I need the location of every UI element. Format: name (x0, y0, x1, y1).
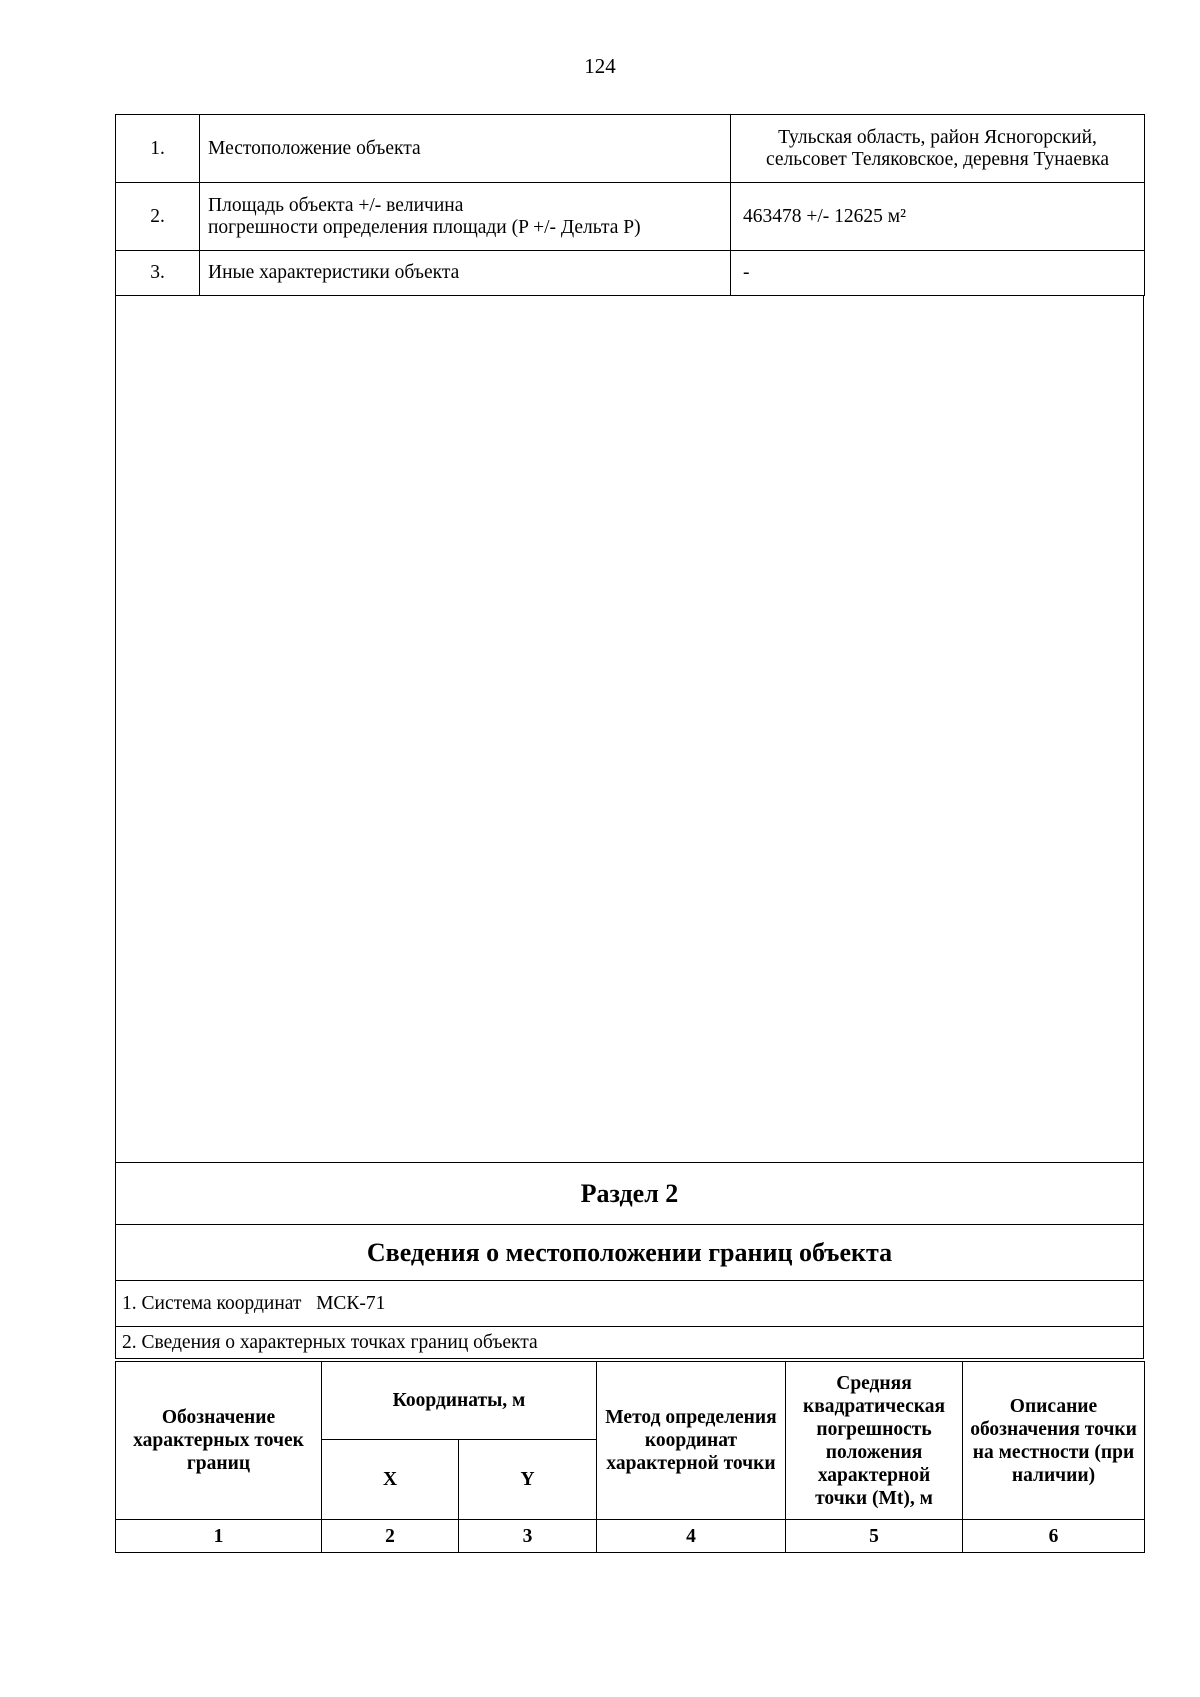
row-number: 2. (116, 183, 200, 251)
object-info-table (115, 114, 1145, 296)
area-label (200, 183, 731, 251)
location-value-line: Тульская область, район Ясногорский, (778, 126, 1097, 148)
column-number: 1 (116, 1520, 322, 1553)
info-row-location (116, 115, 1145, 183)
header-designation: Обозначение характерных точек границ (116, 1362, 322, 1520)
scheme-area (115, 295, 1144, 1163)
column-number: 5 (786, 1520, 963, 1553)
column-number: 3 (459, 1520, 597, 1553)
column-number: 4 (597, 1520, 786, 1553)
characteristic-points-table (115, 1361, 1145, 1553)
section-2-block (115, 1162, 1144, 1359)
coordinate-system-value: МСК-71 (316, 1292, 386, 1314)
coordinate-system-label: 1. Система координат (122, 1292, 302, 1314)
header-y: Y (459, 1440, 597, 1520)
row-number: 3. (116, 251, 200, 296)
location-value-line: сельсовет Теляковское, деревня Тунаевка (765, 148, 1110, 170)
location-label: Местоположение объекта (200, 115, 731, 183)
column-number: 2 (322, 1520, 459, 1553)
section-subtitle: Сведения о местоположении границ объекта (116, 1225, 1144, 1281)
location-value (731, 115, 1145, 183)
other-characteristics-label: Иные характеристики объекта (200, 251, 731, 296)
info-row-area (116, 183, 1145, 251)
header-error: Средняя квадратическая погрешность положения характерной точки (Mt), м (786, 1362, 963, 1520)
other-characteristics-value: - (731, 251, 1145, 296)
section-title: Раздел 2 (116, 1163, 1144, 1225)
row-number: 1. (116, 115, 200, 183)
header-x: X (322, 1440, 459, 1520)
page-number: 124 (584, 54, 616, 78)
area-label-line: Площадь объекта +/- величина (208, 194, 464, 216)
header-method: Метод определения координат характерной точки (597, 1362, 786, 1520)
header-coordinates: Координаты, м (322, 1362, 597, 1440)
points-info-line: 2. Сведения о характерных точках границ объекта (116, 1327, 1144, 1359)
coordinate-system-line (116, 1281, 1144, 1327)
column-number-row (116, 1520, 1145, 1553)
column-number: 6 (963, 1520, 1145, 1553)
area-label-line: погрешности определения площади (P +/- Дельта P) (208, 216, 641, 238)
area-value: 463478 +/- 12625 м² (731, 183, 1145, 251)
info-row-other (116, 251, 1145, 296)
header-description: Описание обозначения точки на местности (при наличии) (963, 1362, 1145, 1520)
